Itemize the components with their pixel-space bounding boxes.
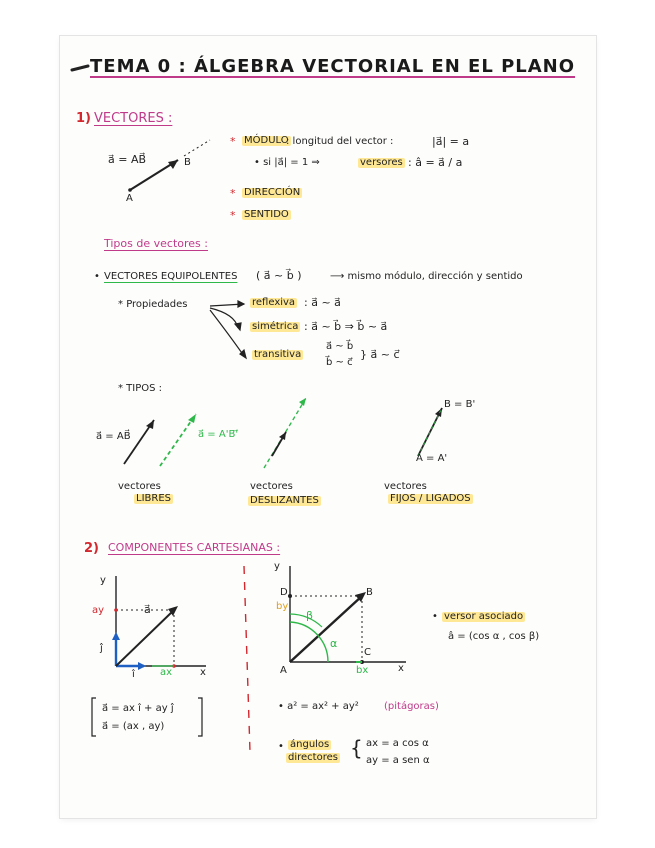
prop-transitiva-result: } a⃗ ~ c⃗ bbox=[360, 348, 400, 361]
equipolentes-notation: ( a⃗ ~ b⃗ ) bbox=[256, 269, 302, 282]
section-1-number: 1) bbox=[76, 111, 91, 126]
versor-condition: • si |a⃗| = 1 ⇒ bbox=[254, 157, 320, 168]
matrix-row-1: a⃗ = ax î + ay ĵ bbox=[102, 703, 174, 714]
axis-x-right: x bbox=[398, 663, 404, 674]
axes-left-sketch bbox=[112, 576, 206, 670]
point-b-label: B bbox=[184, 157, 191, 168]
prop-reflexiva-name: reflexiva bbox=[252, 297, 296, 308]
prop-transitiva-bottom: b⃗ ~ c⃗ bbox=[326, 357, 353, 368]
versor-asociado-formula: â = (cos α , cos β) bbox=[448, 631, 540, 642]
pitagoras-formula: • a² = ax² + ay² bbox=[278, 701, 359, 712]
tipos-libres-sketch bbox=[124, 414, 196, 466]
angulos-label-2: directores bbox=[288, 752, 338, 763]
equipolentes-label: VECTORES EQUIPOLENTES bbox=[104, 271, 238, 282]
tipo-eq-left: a⃗ = AB⃗ bbox=[96, 431, 131, 442]
versor-formula: : â = a⃗ / a bbox=[408, 156, 463, 169]
prop-simetrica-formula: : a⃗ ~ b⃗ ⇒ b⃗ ~ a⃗ bbox=[304, 320, 388, 333]
versor-asociado-label: versor asociado bbox=[444, 611, 524, 622]
divider-line bbox=[244, 566, 250, 752]
point-b2-label: B bbox=[366, 587, 373, 598]
point-c-label: C bbox=[364, 647, 371, 658]
tipos-list-label: * TIPOS : bbox=[118, 383, 163, 394]
alpha-label: α bbox=[330, 637, 338, 650]
beta-label: β bbox=[306, 609, 314, 622]
libres-label-2: LIBRES bbox=[136, 493, 171, 504]
point-a-label: A bbox=[126, 193, 133, 204]
section-2-number: 2) bbox=[84, 541, 99, 556]
deslizantes-label-1: vectores bbox=[250, 481, 293, 492]
vector-definition: a⃗ = AB⃗ bbox=[108, 153, 147, 166]
libres-label-1: vectores bbox=[118, 481, 161, 492]
angulos-row-1: ax = a cos α bbox=[366, 738, 429, 749]
ay-label: ay bbox=[92, 605, 105, 616]
tipos-fijos-sketch bbox=[418, 408, 442, 456]
tipos-heading: Tipos de vectores : bbox=[104, 237, 208, 250]
modulo-label: MÓDULO bbox=[244, 135, 289, 146]
matrix-row-2: a⃗ = (ax , ay) bbox=[102, 721, 165, 732]
prop-reflexiva-formula: : a⃗ ~ a⃗ bbox=[304, 296, 341, 309]
notebook-page bbox=[60, 36, 596, 818]
axis-x-left: x bbox=[200, 667, 206, 678]
angulos-label-1: ángulos bbox=[290, 739, 330, 750]
angulos-row-2: ay = a sen α bbox=[366, 755, 430, 766]
point-d-label: D bbox=[280, 587, 288, 598]
vector-a-label: a⃗ bbox=[144, 603, 151, 616]
bx-label: bx bbox=[356, 665, 369, 676]
pitagoras-note: (pitágoras) bbox=[384, 701, 439, 712]
axis-y-left: y bbox=[100, 575, 106, 586]
fijos-label-2: FIJOS / LIGADOS bbox=[390, 493, 471, 504]
prop-transitiva-top: a⃗ ~ b⃗ bbox=[326, 341, 354, 352]
equipolentes-description: ⟶ mismo módulo, dirección y sentido bbox=[330, 271, 523, 282]
propiedades-label: * Propiedades bbox=[118, 299, 188, 310]
unit-j: ĵ bbox=[100, 643, 103, 654]
fijos-point-a: A = A' bbox=[416, 453, 448, 464]
ax-label: ax bbox=[160, 667, 173, 678]
tipos-deslizantes-sketch bbox=[264, 398, 306, 468]
fijos-label-1: vectores bbox=[384, 481, 427, 492]
angulos-bullet: • bbox=[278, 741, 284, 752]
page-title: TEMA 0 : ÁLGEBRA VECTORIAL EN EL PLANO bbox=[90, 56, 576, 77]
section-2-heading: COMPONENTES CARTESIANAS : bbox=[108, 541, 281, 554]
unit-i: î bbox=[132, 669, 135, 680]
axis-y-right: y bbox=[274, 561, 280, 572]
sentido-label: SENTIDO bbox=[244, 209, 289, 220]
props-branch-lines bbox=[210, 301, 246, 358]
modulo-formula: |a⃗| = a bbox=[432, 135, 470, 148]
deslizantes-label-2: DESLIZANTES bbox=[250, 495, 319, 506]
point-a2-label: A bbox=[280, 665, 287, 676]
bullet-star: * bbox=[230, 135, 236, 148]
tipo-eq-right: a⃗ = A'B'⃗ bbox=[198, 429, 239, 440]
direccion-label: DIRECCIÓN bbox=[244, 187, 301, 198]
section-1-heading: VECTORES : bbox=[94, 111, 173, 126]
versor-label: versores bbox=[360, 157, 403, 168]
pen-stroke bbox=[72, 66, 88, 70]
prop-simetrica-name: simétrica bbox=[252, 321, 299, 332]
prop-transitiva-name: transitiva bbox=[254, 349, 302, 360]
by-label: by bbox=[276, 601, 289, 612]
bullet-star-3: * bbox=[230, 209, 236, 222]
angulos-brace: { bbox=[350, 736, 363, 760]
bullet-star-2: * bbox=[230, 187, 236, 200]
equipolentes-bullet: • bbox=[94, 271, 100, 282]
fijos-point-b: B = B' bbox=[444, 399, 476, 410]
versor-asociado-bullet: • bbox=[432, 611, 438, 622]
modulo-text: : longitud del vector : bbox=[286, 136, 394, 147]
